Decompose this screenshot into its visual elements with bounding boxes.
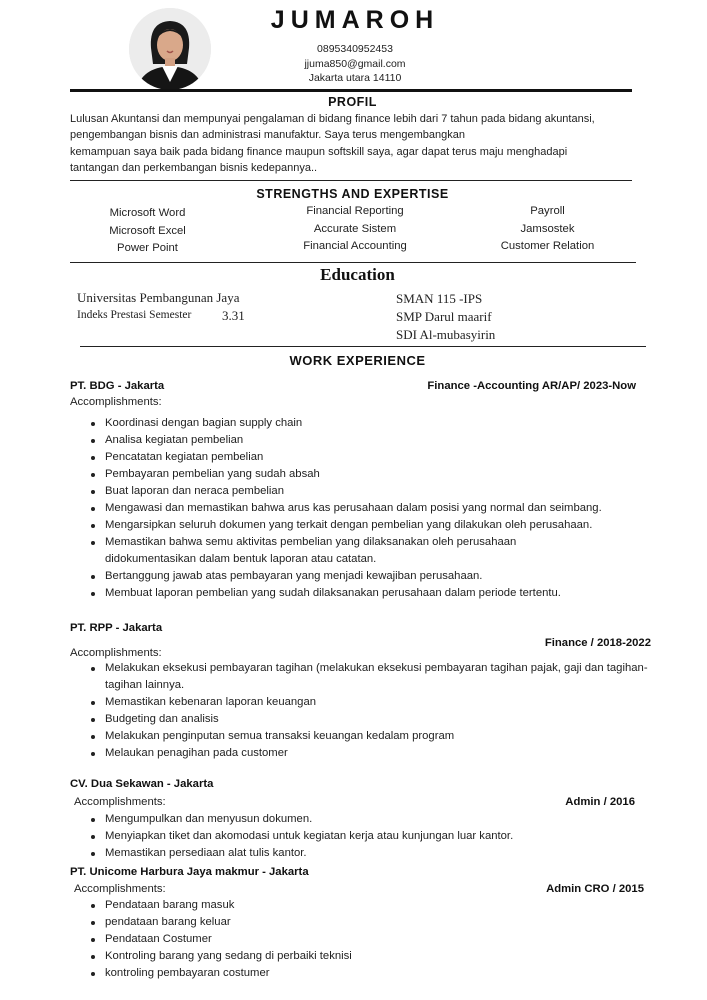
skills-divider — [70, 262, 636, 263]
skills-column-accounting — [255, 203, 455, 256]
list-item: Bertanggung jawab atas pembayaran yang menjadi kewajiban perusahaan. — [89, 568, 659, 585]
company-name: PT. Unicome Harbura Jaya makmur - Jakarta — [70, 866, 309, 878]
skill-item: Financial Accounting — [303, 240, 407, 252]
accomplishments-list — [89, 660, 654, 762]
skill-item: Financial Reporting — [306, 205, 404, 217]
header-divider — [70, 89, 632, 92]
accomplishments-list — [89, 811, 654, 862]
list-item: Analisa kegiatan pembelian — [89, 432, 659, 449]
list-item: Memastikan persediaan alat tulis kantor. — [89, 845, 654, 862]
skill-item: Microsoft Word — [109, 207, 186, 219]
list-item: Koordinasi dengan bagian supply chain — [89, 415, 659, 432]
profile-line: tantangan dan perkembangan bisnis kedepannya.. — [70, 161, 318, 174]
skill-item: Jamsostek — [520, 222, 575, 235]
profile-photo — [129, 8, 211, 90]
accomplishments-label: Accomplishments: — [74, 796, 166, 808]
candidate-name: JUMAROH — [270, 6, 440, 34]
company-name: CV. Dua Sekawan - Jakarta — [70, 778, 214, 790]
list-item: Pencatatan kegiatan pembelian — [89, 449, 659, 466]
company-name: PT. RPP - Jakarta — [70, 622, 163, 634]
profile-summary — [70, 111, 645, 176]
profile-line: pengembangan bisnis dan administrasi manufaktur. Saya terus mengembangkan — [70, 129, 466, 142]
school-list — [396, 290, 495, 345]
school-item: SMAN 115 -IPS — [396, 291, 483, 306]
accomplishments-label: Accomplishments: — [74, 883, 166, 895]
gpa-label: Indeks Prestasi Semester — [77, 309, 192, 321]
profile-line: Lulusan Akuntansi dan mempunyai pengalaman di bidang finance lebih dari 7 tahun pada bidang akuntansi, — [70, 113, 595, 125]
list-item: Buat laporan dan neraca pembelian — [89, 483, 659, 500]
list-item: Mengumpulkan dan menyusun dokumen. — [89, 811, 654, 828]
list-item: Menyiapkan tiket dan akomodasi untuk kegiatan kerja atau kunjungan luar kantor. — [89, 828, 654, 845]
list-item: Memastikan kebenaran laporan keuangan — [89, 694, 654, 711]
list-item: Melakukan penginputan semua transaksi keuangan kedalam program — [89, 728, 654, 745]
company-name: PT. BDG - Jakarta — [70, 380, 165, 392]
school-item: SMP Darul maarif — [396, 309, 492, 325]
skills-column-hr — [480, 203, 615, 256]
list-item: Budgeting dan analisis — [89, 711, 654, 728]
list-item: pendataan barang keluar — [89, 914, 654, 931]
education-title: Education — [320, 265, 395, 284]
university-name: Universitas Pembangunan Jaya — [77, 290, 240, 305]
list-item: Kontroling barang yang sedang di perbaiki teknisi — [89, 948, 654, 965]
skill-item: Accurate Sistem — [313, 222, 397, 235]
job-role: Finance / 2018-2022 — [544, 637, 651, 649]
list-item: Pembayaran pembelian yang sudah absah — [89, 466, 659, 483]
list-item: Pendataan barang masuk — [89, 897, 654, 914]
home-address: Jakarta utara 14110 — [308, 72, 402, 84]
job-role: Finance -Accounting AR/AP/ 2023-Now — [427, 380, 636, 392]
school-item: SDI Al-mubasyirin — [396, 327, 496, 343]
list-item: Mengawasi dan memastikan bahwa arus kas perusahaan dalam posisi yang normal dan seimbang. — [89, 500, 659, 517]
education-divider — [80, 346, 646, 347]
profile-title: PROFIL — [328, 95, 377, 109]
skills-title: STRENGTHS AND EXPERTISE — [256, 187, 449, 201]
accomplishments-label: Accomplishments: — [70, 396, 162, 408]
list-item: Mengarsipkan seluruh dokumen yang terkait dengan pembelian yang dilakukan oleh perusahaan. — [89, 517, 659, 534]
work-title: WORK EXPERIENCE — [289, 353, 426, 368]
profile-divider — [70, 180, 632, 181]
gpa-value: 3.31 — [222, 308, 245, 323]
list-item: Melakukan eksekusi pembayaran tagihan (melakukan eksekusi pembayaran tagihan pajak, gaji dan tagihan-tagihan lainnya. — [89, 660, 654, 694]
skill-item: Power Point — [117, 242, 178, 254]
person-portrait-icon — [129, 8, 211, 90]
job-role: Admin / 2016 — [565, 796, 635, 808]
list-item: Membuat laporan pembelian yang sudah dilaksanakan perusahaan dalam periode tertentu. — [89, 585, 659, 602]
list-item: Pendataan Costumer — [89, 931, 654, 948]
accomplishments-list — [89, 897, 654, 982]
phone-number: 0895340952453 — [317, 43, 393, 55]
profile-line: kemampuan saya baik pada bidang finance maupun softskill saya, agar dapat terus maju menghadapi — [70, 145, 568, 158]
skills-column-software — [70, 205, 225, 258]
list-item: Memastikan bahwa semu aktivitas pembelian yang dilaksanakan oleh perusahaan didokumentasikan dalam bentuk laporan atau catatan. — [89, 534, 555, 568]
job-role: Admin CRO / 2015 — [546, 883, 644, 895]
accomplishments-label: Accomplishments: — [70, 647, 162, 659]
skill-item: Payroll — [530, 205, 565, 217]
list-item: Melaukan penagihan pada customer — [89, 745, 654, 762]
list-item: kontroling pembayaran costumer — [89, 965, 654, 982]
email-address: jjuma850@gmail.com — [304, 58, 406, 70]
accomplishments-list — [89, 415, 659, 602]
skill-item: Customer Relation — [500, 240, 595, 252]
skill-item: Microsoft Excel — [109, 224, 186, 237]
